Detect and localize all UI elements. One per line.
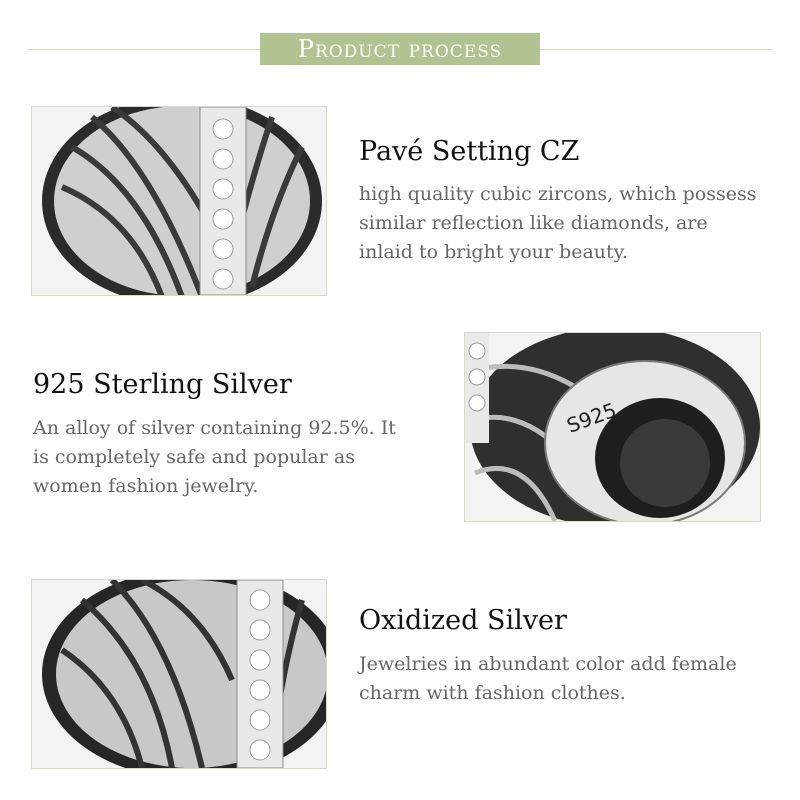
feature-image-sterling-silver [464,332,761,522]
description-line: similar reflection like diamonds, are [359,212,708,234]
section-header [260,33,540,65]
feature-image-oxidized-silver [31,579,327,769]
section-header-title: Product process [297,35,503,63]
silver-stamp-text: S925 [563,397,620,438]
feature-title-oxidized-silver: Oxidized Silver [359,605,567,636]
description-line: women fashion jewelry. [33,475,259,497]
header-divider-right [540,49,772,50]
oxidized-feather-charm-icon [32,580,326,768]
feature-description-pave-setting [359,180,779,267]
description-line: is completely safe and popular as [33,446,355,468]
charm-inner-stamp-icon [465,333,760,521]
feature-description-oxidized-silver [359,650,779,708]
description-line: inlaid to bright your beauty. [359,241,628,263]
feature-description-sterling-silver [33,414,433,501]
feature-image-pave-setting [31,106,327,296]
feature-title-pave-setting: Pavé Setting CZ [359,136,580,167]
description-line: An alloy of silver containing 92.5%. It [33,417,396,439]
feature-title-sterling-silver: 925 Sterling Silver [33,369,292,400]
header-divider-left [28,49,260,50]
description-line: high quality cubic zircons, which possess [359,183,757,205]
description-line: Jewelries in abundant color add female [359,653,737,675]
feather-charm-zircon-icon [32,107,326,295]
description-line: charm with fashion clothes. [359,682,626,704]
